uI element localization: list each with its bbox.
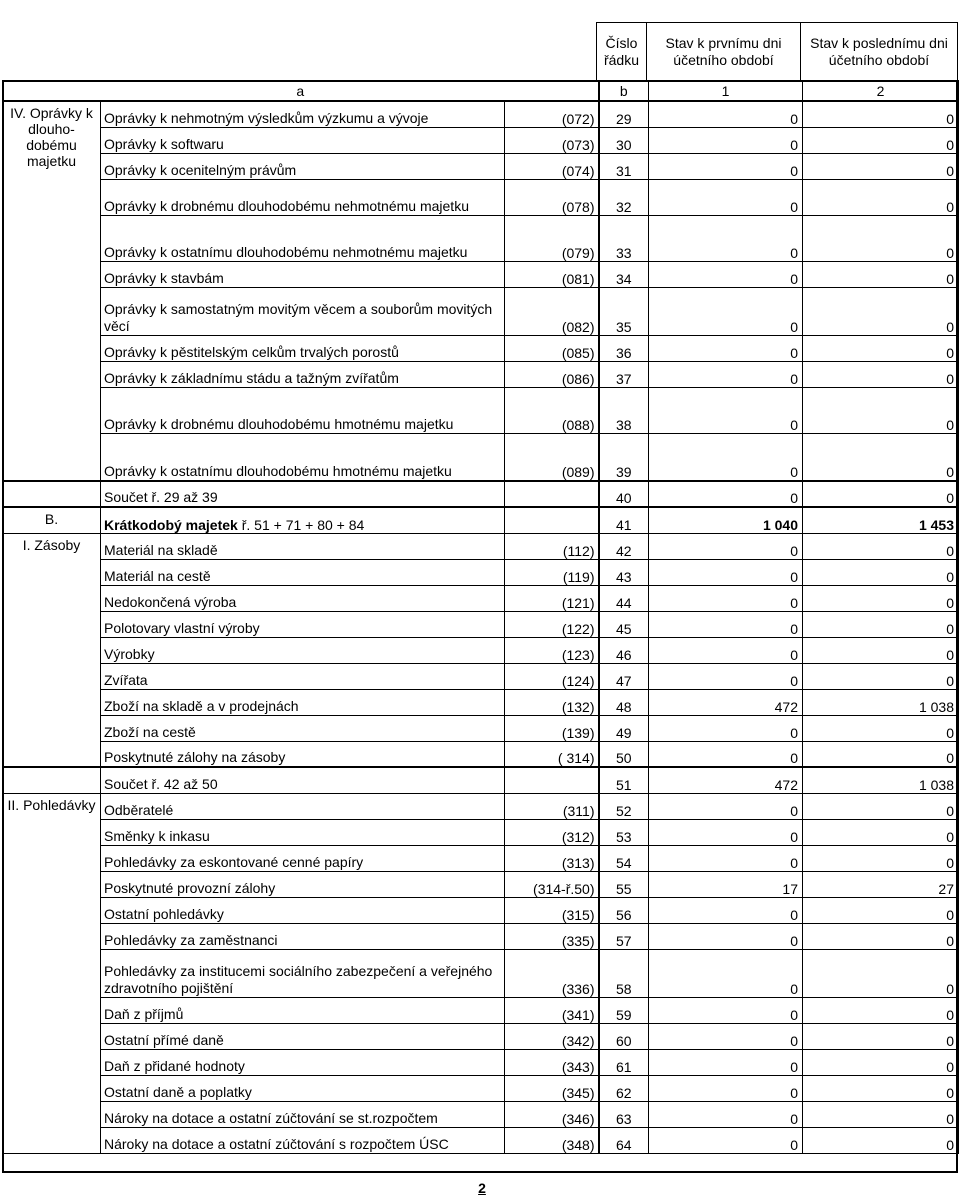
row-label-text: Výrobky (104, 645, 155, 662)
row-label (101, 287, 505, 335)
table-row (3, 215, 959, 261)
value-last-day: 0 (803, 897, 959, 923)
value-first-day: 0 (649, 433, 803, 481)
row-label-text: Zvířata (104, 671, 148, 688)
account-code: (072) (505, 101, 599, 127)
table-row (3, 845, 959, 871)
value-last-day: 0 (803, 997, 959, 1023)
row-number: 59 (599, 997, 649, 1023)
value-first-day: 0 (649, 1023, 803, 1049)
value-last-day: 0 (803, 361, 959, 387)
col-index-a: a (3, 81, 599, 101)
value-last-day: 0 (803, 1023, 959, 1049)
row-label-text: Součet ř. 29 až 39 (104, 489, 218, 505)
row-number: 48 (599, 689, 649, 715)
row-number: 50 (599, 741, 649, 767)
row-number: 35 (599, 287, 649, 335)
value-last-day: 0 (803, 949, 959, 997)
table-row (3, 335, 959, 361)
row-label-text: Oprávky k drobnému dlouhodobému nehmotnému majetku (104, 197, 469, 214)
value-first-day: 0 (649, 663, 803, 689)
account-code: (132) (505, 689, 599, 715)
value-first-day: 0 (649, 559, 803, 585)
value-last-day: 0 (803, 559, 959, 585)
row-number: 62 (599, 1075, 649, 1101)
table-row (3, 663, 959, 689)
table-row (3, 433, 959, 481)
account-code: (139) (505, 715, 599, 741)
value-first-day: 0 (649, 923, 803, 949)
row-number: 58 (599, 949, 649, 997)
table-row (3, 689, 959, 715)
row-label (101, 949, 505, 997)
account-code: (119) (505, 559, 599, 585)
value-first-day: 0 (649, 335, 803, 361)
value-last-day: 0 (803, 179, 959, 215)
table-row (3, 261, 959, 287)
account-code: (089) (505, 433, 599, 481)
section-spacer (3, 481, 101, 507)
row-number: 49 (599, 715, 649, 741)
row-number: 47 (599, 663, 649, 689)
value-last-day: 0 (803, 261, 959, 287)
value-last-day: 0 (803, 585, 959, 611)
row-label (101, 481, 505, 507)
value-first-day: 0 (649, 387, 803, 433)
value-last-day: 0 (803, 335, 959, 361)
row-number: 44 (599, 585, 649, 611)
row-number: 45 (599, 611, 649, 637)
row-number: 57 (599, 923, 649, 949)
row-number: 34 (599, 261, 649, 287)
row-label-text: Zboží na cestě (104, 723, 196, 740)
row-label-text: Nároky na dotace a ostatní zúčtování se st.rozpočtem (104, 1109, 438, 1126)
table-row (3, 997, 959, 1023)
account-code: (313) (505, 845, 599, 871)
value-first-day: 0 (649, 819, 803, 845)
row-label-text: Ostatní přímé daně (104, 1031, 224, 1048)
balance-table (2, 80, 959, 1154)
page-number: 2 (478, 1180, 486, 1196)
section-label-iv: IV. Oprávky k dlouho-dobému majetku (3, 101, 101, 481)
row-label (101, 153, 505, 179)
value-first-day: 0 (649, 897, 803, 923)
row-number: 55 (599, 871, 649, 897)
column-index-row (3, 81, 959, 101)
row-number: 42 (599, 533, 649, 559)
account-code: (348) (505, 1127, 599, 1153)
row-label (101, 923, 505, 949)
row-label-text: Daň z přidané hodnoty (104, 1057, 245, 1074)
value-first-day: 0 (649, 261, 803, 287)
value-last-day: 0 (803, 1127, 959, 1153)
account-code: (123) (505, 637, 599, 663)
value-last-day: 0 (803, 1049, 959, 1075)
row-label (101, 215, 505, 261)
row-number: 51 (599, 767, 649, 793)
header-row-number: Číslo řádku (596, 22, 646, 80)
row-label (101, 559, 505, 585)
table-row (3, 507, 959, 533)
row-number: 31 (599, 153, 649, 179)
value-last-day: 0 (803, 715, 959, 741)
row-number: 46 (599, 637, 649, 663)
row-label-text: Oprávky k pěstitelským celkům trvalých porostů (104, 343, 399, 360)
value-last-day: 0 (803, 481, 959, 507)
row-label-text: Součet ř. 42 až 50 (104, 775, 218, 792)
row-label-text: Materiál na skladě (104, 541, 218, 558)
row-label (101, 335, 505, 361)
row-label-text: Oprávky k softwaru (104, 135, 224, 152)
account-code: (346) (505, 1101, 599, 1127)
account-code: (074) (505, 153, 599, 179)
row-number: 32 (599, 179, 649, 215)
row-label-text: Oprávky k stavbám (104, 269, 224, 286)
table-row (3, 127, 959, 153)
value-last-day: 0 (803, 287, 959, 335)
value-last-day: 0 (803, 845, 959, 871)
value-first-day: 0 (649, 1127, 803, 1153)
row-label-text: Pohledávky za zaměstnanci (104, 931, 278, 948)
row-label-text: Oprávky k ostatnímu dlouhodobému nehmotnému majetku (104, 243, 468, 260)
table-row (3, 611, 959, 637)
row-label (101, 101, 505, 127)
table-row (3, 1023, 959, 1049)
row-label (101, 845, 505, 871)
table-row (3, 1127, 959, 1153)
account-code: (082) (505, 287, 599, 335)
value-first-day: 0 (649, 585, 803, 611)
table-row (3, 949, 959, 997)
row-label (101, 663, 505, 689)
row-label (101, 689, 505, 715)
row-number: 41 (599, 507, 649, 533)
value-first-day: 0 (649, 949, 803, 997)
value-first-day: 0 (649, 361, 803, 387)
row-label (101, 179, 505, 215)
table-row (3, 923, 959, 949)
row-label (101, 637, 505, 663)
row-number: 37 (599, 361, 649, 387)
value-first-day: 0 (649, 101, 803, 127)
value-first-day: 472 (649, 767, 803, 793)
account-code: (336) (505, 949, 599, 997)
row-label (101, 1075, 505, 1101)
value-first-day: 0 (649, 611, 803, 637)
col-index-2: 2 (803, 81, 959, 101)
value-first-day: 0 (649, 845, 803, 871)
account-code: (073) (505, 127, 599, 153)
value-last-day: 0 (803, 663, 959, 689)
value-first-day: 0 (649, 1049, 803, 1075)
row-label-text: Pohledávky za institucemi sociálního zabezpečení a veřejného zdravotního pojištění (104, 962, 493, 996)
row-label (101, 1023, 505, 1049)
row-label (101, 819, 505, 845)
col-index-1: 1 (649, 81, 803, 101)
value-last-day: 0 (803, 741, 959, 767)
account-code: (315) (505, 897, 599, 923)
value-last-day: 1 038 (803, 767, 959, 793)
value-first-day: 0 (649, 481, 803, 507)
row-label (101, 1101, 505, 1127)
row-label (101, 1127, 505, 1153)
row-number: 29 (599, 101, 649, 127)
row-number: 40 (599, 481, 649, 507)
row-label (101, 433, 505, 481)
value-first-day: 0 (649, 1101, 803, 1127)
value-last-day: 0 (803, 127, 959, 153)
table-row (3, 1101, 959, 1127)
value-first-day: 0 (649, 715, 803, 741)
row-number: 56 (599, 897, 649, 923)
row-label-text: Pohledávky za eskontované cenné papíry (104, 853, 364, 870)
row-label-text: Nároky na dotace a ostatní zúčtování s rozpočtem ÚSC (104, 1135, 449, 1152)
row-label (101, 741, 505, 767)
table-row (3, 533, 959, 559)
row-label (101, 361, 505, 387)
account-code: (081) (505, 261, 599, 287)
row-label (101, 793, 505, 819)
table-row (3, 741, 959, 767)
value-last-day: 0 (803, 793, 959, 819)
table-row (3, 793, 959, 819)
account-code: ( 314) (505, 741, 599, 767)
header-first-day: Stav k prvnímu dni účetního období (646, 22, 800, 80)
account-code: (345) (505, 1075, 599, 1101)
value-last-day: 0 (803, 215, 959, 261)
value-last-day: 0 (803, 387, 959, 433)
row-label-text: Odběratelé (104, 801, 174, 818)
row-number: 53 (599, 819, 649, 845)
value-last-day: 27 (803, 871, 959, 897)
row-label (101, 387, 505, 433)
col-index-b: b (599, 81, 649, 101)
account-code: (312) (505, 819, 599, 845)
value-first-day: 0 (649, 997, 803, 1023)
value-last-day: 0 (803, 433, 959, 481)
table-row (3, 1049, 959, 1075)
row-label-bold: Krátkodobý majetek (104, 516, 238, 533)
row-number: 61 (599, 1049, 649, 1075)
row-number: 38 (599, 387, 649, 433)
value-first-day: 17 (649, 871, 803, 897)
value-last-day: 0 (803, 819, 959, 845)
row-label-text: Oprávky k drobnému dlouhodobému hmotnému majetku (104, 415, 454, 432)
account-code: (078) (505, 179, 599, 215)
row-label-text: Ostatní pohledávky (104, 905, 224, 922)
row-label (101, 507, 505, 533)
account-code: (121) (505, 585, 599, 611)
table-row (3, 819, 959, 845)
table-row (3, 179, 959, 215)
table-row (3, 767, 959, 793)
row-label-text: Daň z příjmů (104, 1005, 184, 1022)
value-first-day: 0 (649, 287, 803, 335)
account-code: (122) (505, 611, 599, 637)
section-label-ii: II. Pohledávky (3, 793, 101, 1153)
account-code: (311) (505, 793, 599, 819)
table-row (3, 1075, 959, 1101)
value-first-day: 0 (649, 179, 803, 215)
table-row (3, 387, 959, 433)
table-row (3, 871, 959, 897)
row-number: 30 (599, 127, 649, 153)
table-row (3, 153, 959, 179)
table-row (3, 101, 959, 127)
account-code: (086) (505, 361, 599, 387)
value-first-day: 0 (649, 127, 803, 153)
row-number: 54 (599, 845, 649, 871)
account-code: (342) (505, 1023, 599, 1049)
row-label-text: Oprávky k základnímu stádu a tažným zvířatům (104, 369, 399, 386)
row-label-formula: ř. 51 + 71 + 80 + 84 (241, 516, 365, 533)
row-label (101, 715, 505, 741)
row-number: 64 (599, 1127, 649, 1153)
row-label (101, 1049, 505, 1075)
table-row (3, 481, 959, 507)
table-row (3, 361, 959, 387)
value-first-day: 0 (649, 153, 803, 179)
row-number: 43 (599, 559, 649, 585)
row-number: 52 (599, 793, 649, 819)
table-row (3, 287, 959, 335)
value-last-day: 0 (803, 533, 959, 559)
value-first-day: 0 (649, 533, 803, 559)
account-code (505, 481, 599, 507)
row-label-text: Oprávky k ocenitelným právům (104, 161, 297, 178)
account-code: (088) (505, 387, 599, 433)
value-last-day: 0 (803, 637, 959, 663)
table-row (3, 559, 959, 585)
row-label (101, 611, 505, 637)
table-row (3, 637, 959, 663)
row-number: 60 (599, 1023, 649, 1049)
value-last-day: 1 453 (803, 507, 959, 533)
table-row (3, 585, 959, 611)
value-last-day: 1 038 (803, 689, 959, 715)
row-label-text: Oprávky k ostatnímu dlouhodobému hmotnému majetku (104, 463, 452, 479)
row-label-text: Ostatní daně a poplatky (104, 1083, 252, 1100)
row-number: 36 (599, 335, 649, 361)
value-last-day: 0 (803, 1075, 959, 1101)
account-code: (343) (505, 1049, 599, 1075)
account-code: (112) (505, 533, 599, 559)
value-first-day: 1 040 (649, 507, 803, 533)
value-first-day: 0 (649, 741, 803, 767)
row-label-text: Směnky k inkasu (104, 827, 210, 844)
account-code: (085) (505, 335, 599, 361)
account-code: (335) (505, 923, 599, 949)
row-label (101, 533, 505, 559)
header-last-day: Stav k poslednímu dni účetního období (800, 22, 958, 80)
row-label (101, 261, 505, 287)
row-label (101, 871, 505, 897)
value-last-day: 0 (803, 1101, 959, 1127)
section-spacer (3, 767, 101, 793)
account-code (505, 507, 599, 533)
row-label (101, 585, 505, 611)
account-code: (124) (505, 663, 599, 689)
row-number: 39 (599, 433, 649, 481)
value-last-day: 0 (803, 153, 959, 179)
row-label (101, 767, 505, 793)
row-label (101, 897, 505, 923)
value-first-day: 0 (649, 1075, 803, 1101)
row-label-text: Poskytnuté zálohy na zásoby (104, 749, 286, 765)
account-code: (341) (505, 997, 599, 1023)
value-last-day: 0 (803, 923, 959, 949)
value-first-day: 0 (649, 793, 803, 819)
row-label-text: Oprávky k samostatným movitým věcem a souborům movitých věcí (104, 300, 493, 334)
value-last-day: 0 (803, 611, 959, 637)
row-label-text: Nedokončená výroba (104, 593, 237, 610)
table-row (3, 715, 959, 741)
row-label (101, 127, 505, 153)
account-code: (079) (505, 215, 599, 261)
row-label-text: Polotovary vlastní výroby (104, 619, 260, 636)
row-label-text: Zboží na skladě a v prodejnách (104, 697, 299, 714)
row-label-text: Materiál na cestě (104, 567, 211, 584)
row-number: 33 (599, 215, 649, 261)
value-first-day: 0 (649, 637, 803, 663)
value-last-day: 0 (803, 101, 959, 127)
row-label (101, 997, 505, 1023)
table-row (3, 897, 959, 923)
row-number: 63 (599, 1101, 649, 1127)
section-label-b: B. (3, 507, 101, 533)
row-label-text: Oprávky k nehmotným výsledkům výzkumu a vývoje (104, 109, 429, 126)
row-label-text: Poskytnuté provozní zálohy (104, 879, 276, 896)
section-label-i: I. Zásoby (3, 533, 101, 767)
account-code: (314-ř.50) (505, 871, 599, 897)
account-code (505, 767, 599, 793)
value-first-day: 472 (649, 689, 803, 715)
column-header-block (596, 22, 958, 80)
value-first-day: 0 (649, 215, 803, 261)
